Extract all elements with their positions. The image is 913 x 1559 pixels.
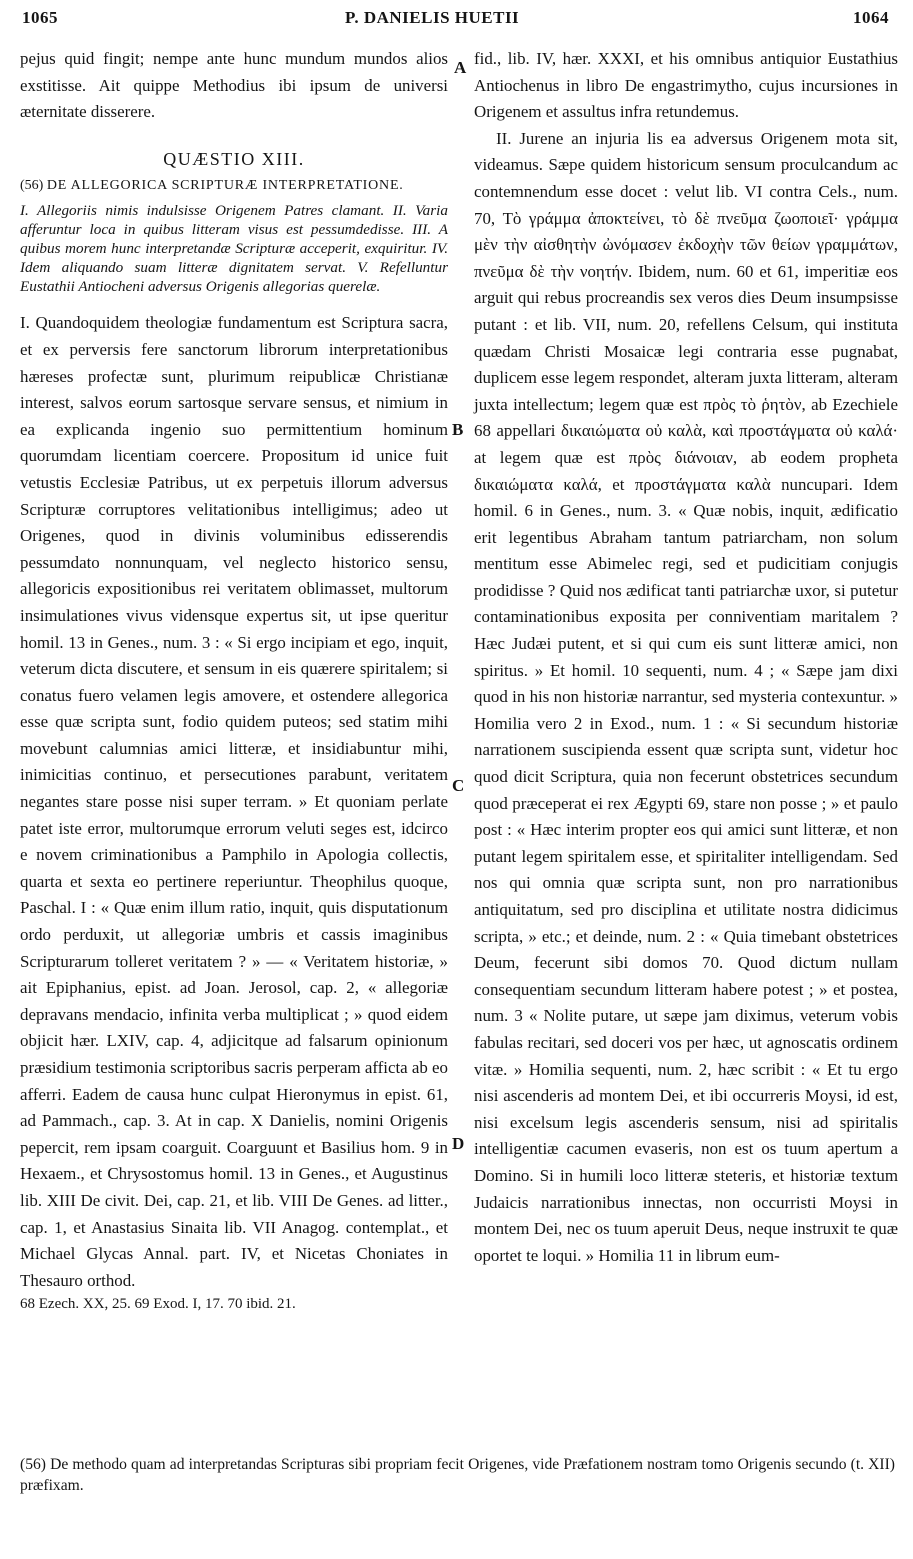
margin-letter-b: B: [452, 420, 464, 439]
margin-letter-a: A: [454, 58, 467, 77]
right-paragraph-1: fid., lib. IV, hær. XXXI, et his omnibus antiquior Eustathius Antiochenus in libro De engastrimytho, cujus incursiones in Origenem et assultus infra retundemus.: [474, 49, 898, 122]
question-subtitle: [20, 176, 448, 195]
right-column: [474, 46, 898, 1269]
right-paragraph-2: II. Jurene an injuria lis ea adversus Origenem mota sit, videamus. Sæpe quidem historicum sensum proculcandum ac contemnendum esse docet : velut lib. VI contra Cels., num. 70, Τὸ γράμμα ἀποκτείνει, τὸ δὲ πνεῦμα ζωοποιεῖ· γράμμα μὲν τὴν αἰσθητὴν ὠνόμασεν ἐκδοχὴν τῶν θείων γραμμάτων, πνεῦμα δὲ τὴν νοητήν. Ibidem, num. 60 et 61, imperitiæ eos arguit qui rebus procreandis sex veros dies Deum insumpsisse putant : et lib. VII, num. 20, refellens Celsum, qui instituta quædam Christi Mosaicæ legi contraria esse pugnabat, duplicem esse legem respondet, alteram juxta litteram, alteram juxta intellectum; legem quæ est πρὸς τὸ ῥητὸν, ab Ezechiele 68 appellari δικαιώματα οὐ καλὰ, καὶ προστάγματα οὐ καλά· at legem quæ est πρὸς διάνοιαν, ab eodem propheta δικαιώματα καλά, et προστάγματα καλὰ nuncupari. Idem homil. 6 in Genes., num. 3. « Quæ nobis, inquit, ædificatio erit legentibus Abraham tantum patriarcham, non solum mentitum esse Abimelec regi, sed et pudicitiam conjugis prodidisse ? Quid nos ædificat tanti patriarchæ uxor, si putetur contaminationibus exposita per conniventiam maritalem ? Hæc Judæi putent, et si qui cum eis sunt litteræ amici, non spiritus. » Et homil. 10 sequenti, num. 4 ; « Sæpe jam dixi quod in his non historiæ narrantur, sed mysteria contexuntur. » Homilia vero 2 in Exod., num. 1 : « Si secundum historiæ narrationem suscipienda essent quæ scripta sunt, videtur hoc quod dicit Scriptura, quia non fecerunt obstetrices secundum quod præceperat ei rex Ægypti 69, stare non posse ; » et paulo post : « Hæc interim propter eos qui amici sunt litteræ, et non putant legem spiritalem esse, et spiritaliter intelligendam. Sed nos qui omnia quæ scripta sunt, non pro narrationibus antiquitatum, sed pro disciplina et utilitate nostra didicimus scripta, » etc.; et deinde, num. 2 : « Quia timebant obstetrices Deum, fecerunt sibi domos 70. Quod dictum nullam consequentiam secundum litteram habere potest ; » et postea, num. 3 « Nolite putare, ut sæpe jam diximus, veterum vobis fabulas recitari, sed doceri vos per hæc, ut agnoscatis ordinem vitæ. » Homilia sequenti, num. 2, hæc scribit : « Et tu ergo nisi ascenderis ad montem Dei, et ibi occurreris Moysi, id est, nisi excelsum legis ascenderis sensum, nisi ad spiritalis intelligentiæ cacumen evaseris, non est os tuum apertum a Domino. Si in humili loco litteræ steteris, et historiæ textum Judaicis narrationibus innectas, non occurristi Moysi in montem Dei, nec os tuum aperuit Deus, neque instruxit te quæ oportet te loqui. » Homilia 11 in librum eum-: [474, 128, 898, 1265]
subtitle-note-number: (56): [20, 178, 44, 194]
chapter-summary: I. Allegoriis nimis indulsisse Origenem Patres clamant. II. Varia afferuntur loca in quibus litteram visus est pessumdedisse. III. A quibus morem hunc interpretandæ Scripturæ acceperit, exquiritur. IV. Idem aliquando suam litteræ dignitatem servat. V. Refelluntur Eustathii Antiocheni adversus Origenis allegorias querelæ.: [20, 202, 448, 296]
left-body-text: I. Quandoquidem theologiæ fundamentum est Scriptura sacra, et ex perversis fere sanctorum librorum interpretationibus hæreses profectæ sunt, plurimum reipublicæ Christianæ interest, salvos eorum sartosque servare sensus, et nimium in ea explicanda ingenio suo permittentium hominum quorumdam licentiam coercere. Propositum id unice fuit vetustis Ecclesiæ Patribus, ut ex perpetuis illorum adversus Scripturæ corruptores velitationibus intelligimus; adeo ut Origenes, quod in divinis voluminibus edisserendis pessumdato nonnunquam, vel neglecto historico sensu, allegoricis expositionibus rei veritatem oblimasset, multorum insimulationes vivus vidensque expertus sit, ut ipse queritur homil. 13 in Genes., num. 3 : « Si ergo incipiam et ego, inquit, veterum dicta discutere, et sensum in eis quærere spiritalem; si conatus fuero velamen legis amovere, et ostendere allegorica esse quæ scripta sunt, fodio quidem puteos; sed statim mihi movebunt calumnias amici litteræ, et insidiabuntur mihi, inimicitias continuo, et persecutiones parabunt, veritatem negantes stare posse nisi super terram. » Et quoniam perlate patet iste error, multorumque errorum veluti seges est, idcirco e novem criminationibus a Pamphilo in Apologia collectis, quarta et sexta eo pertinere reperiuntur. Theophilus quoque, Paschal. I : « Quæ enim illum ratio, inquit, quis disputationum ordo perduxit, ut allegoriæ umbris et cassis imaginibus Scripturarum tolleret veritatem ? » — « Veritatem historiæ, » ait Epiphanius, epist. ad Joan. Jerosol, cap. 2, « allegoriæ depravans mendacio, infinita verba multiplicat ; » quod eidem objicit hær. LXIV, cap. 4, adjicitque ad falsarum opinionum præsidium testimonia scriptoribus sacris perperam afficta ab eo afferri. Eadem de causa hunc culpat Hieronymus in epist. 61, ad Pammach., cap. 3. At in cap. X Danielis, nomini Origenis pepercit, rem ipsam coarguit. Coarguunt et Basilius hom. 9 in Hexaem., et Chrysostomus homil. 13 in Genes., et Augustinus lib. XIII De civit. Dei, cap. 21, et lib. VIII De Genes. ad litter., cap. 1, et Anastasius Sinaita lib. VII Anagog. contemplat., et Michael Glycas Annal. part. IV, et Nicetas Choniates in Thesauro orthod.: [20, 313, 448, 1290]
footnotes: 68 Ezech. XX, 25. 69 Exod. I, 17. 70 ibid. 21.: [20, 1296, 296, 1313]
question-title: QUÆSTIO XIII.: [163, 148, 305, 169]
left-intro-paragraph: pejus quid fingit; nempe ante hunc mundum mundos alios exstitisse. Ait quippe Methodius ibi ipsum de universi æternitate disserere.: [20, 49, 448, 122]
margin-letter-d: D: [452, 1134, 465, 1153]
running-title: P. DANIELIS HUETII: [345, 8, 520, 27]
page-number-left: 1065: [22, 8, 58, 27]
margin-letter-c: C: [452, 776, 465, 795]
subtitle-text: DE ALLEGORICA SCRIPTURÆ INTERPRETATIONE.: [46, 178, 404, 194]
page-number-right: 1064: [853, 8, 889, 27]
left-column: [20, 46, 448, 1314]
bottom-footnote: (56) De methodo quam ad interpretandas Scripturas sibi propriam fecit Origenes, vide Præfationem nostram tomo Origenis secundo (t. XII) præfixam.: [20, 1456, 895, 1494]
